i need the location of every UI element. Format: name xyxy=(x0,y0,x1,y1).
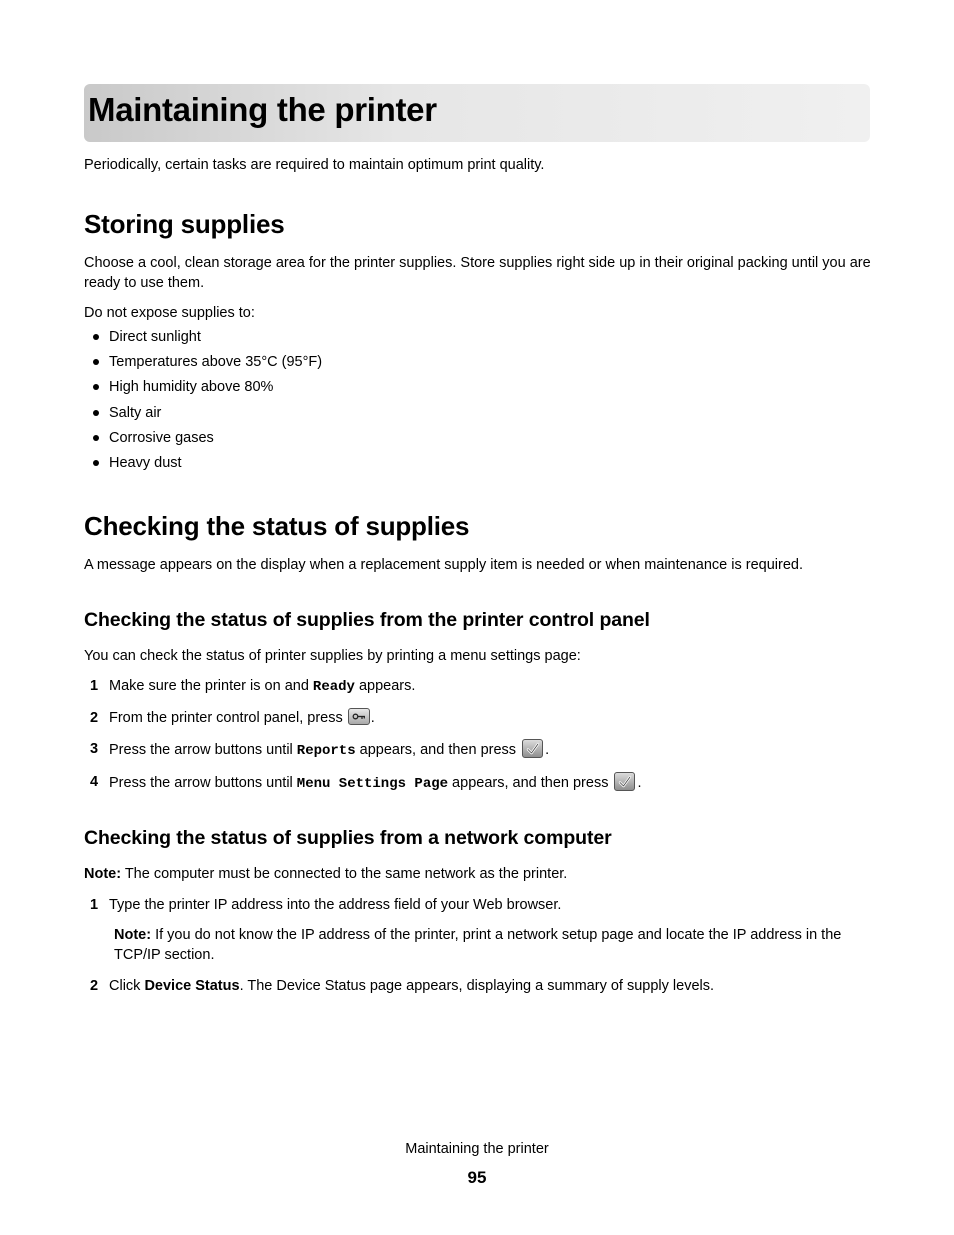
footer-title: Maintaining the printer xyxy=(405,1141,549,1157)
menu-key-icon xyxy=(348,708,370,725)
bullet-icon xyxy=(93,410,99,416)
network-heading: Checking the status of supplies from a network computer xyxy=(84,827,612,849)
checkmark-key-icon xyxy=(614,772,635,791)
storing-heading: Storing supplies xyxy=(84,209,285,239)
bullet-icon xyxy=(93,334,99,340)
storing-para-1: Choose a cool, clean storage area for the printer supplies. Store supplies right side up in their original packing until you are ready to use them. xyxy=(84,255,871,291)
network-step-1-note: Note: If you do not know the IP address of the printer, print a network setup page and locate the IP address in the TCP/IP section. xyxy=(114,927,842,963)
bullet-icon xyxy=(93,435,99,441)
list-item: Heavy dust xyxy=(84,453,322,478)
bullet-icon xyxy=(93,460,99,466)
list-item: Corrosive gases xyxy=(84,428,322,453)
page-number: 95 xyxy=(467,1168,487,1187)
supply-hazard-list xyxy=(84,327,322,478)
list-item: Direct sunlight xyxy=(84,327,322,352)
storing-para-2: Do not expose supplies to: xyxy=(84,305,255,321)
checking-para: A message appears on the display when a replacement supply item is needed or when maintenance is required. xyxy=(84,557,803,573)
bullet-icon xyxy=(93,384,99,390)
bullet-icon xyxy=(93,359,99,365)
list-item: Salty air xyxy=(84,403,322,428)
checking-heading: Checking the status of supplies xyxy=(84,511,470,541)
chapter-title: Maintaining the printer xyxy=(88,91,437,128)
list-item: High humidity above 80% xyxy=(84,377,322,402)
panel-heading: Checking the status of supplies from the printer control panel xyxy=(84,609,650,631)
chapter-intro: Periodically, certain tasks are required to maintain optimum print quality. xyxy=(84,157,545,173)
panel-intro: You can check the status of printer supplies by printing a menu settings page: xyxy=(84,648,581,664)
network-note: Note: The computer must be connected to the same network as the printer. xyxy=(84,866,568,882)
checkmark-key-icon xyxy=(522,739,543,758)
list-item: Temperatures above 35°C (95°F) xyxy=(84,352,322,377)
